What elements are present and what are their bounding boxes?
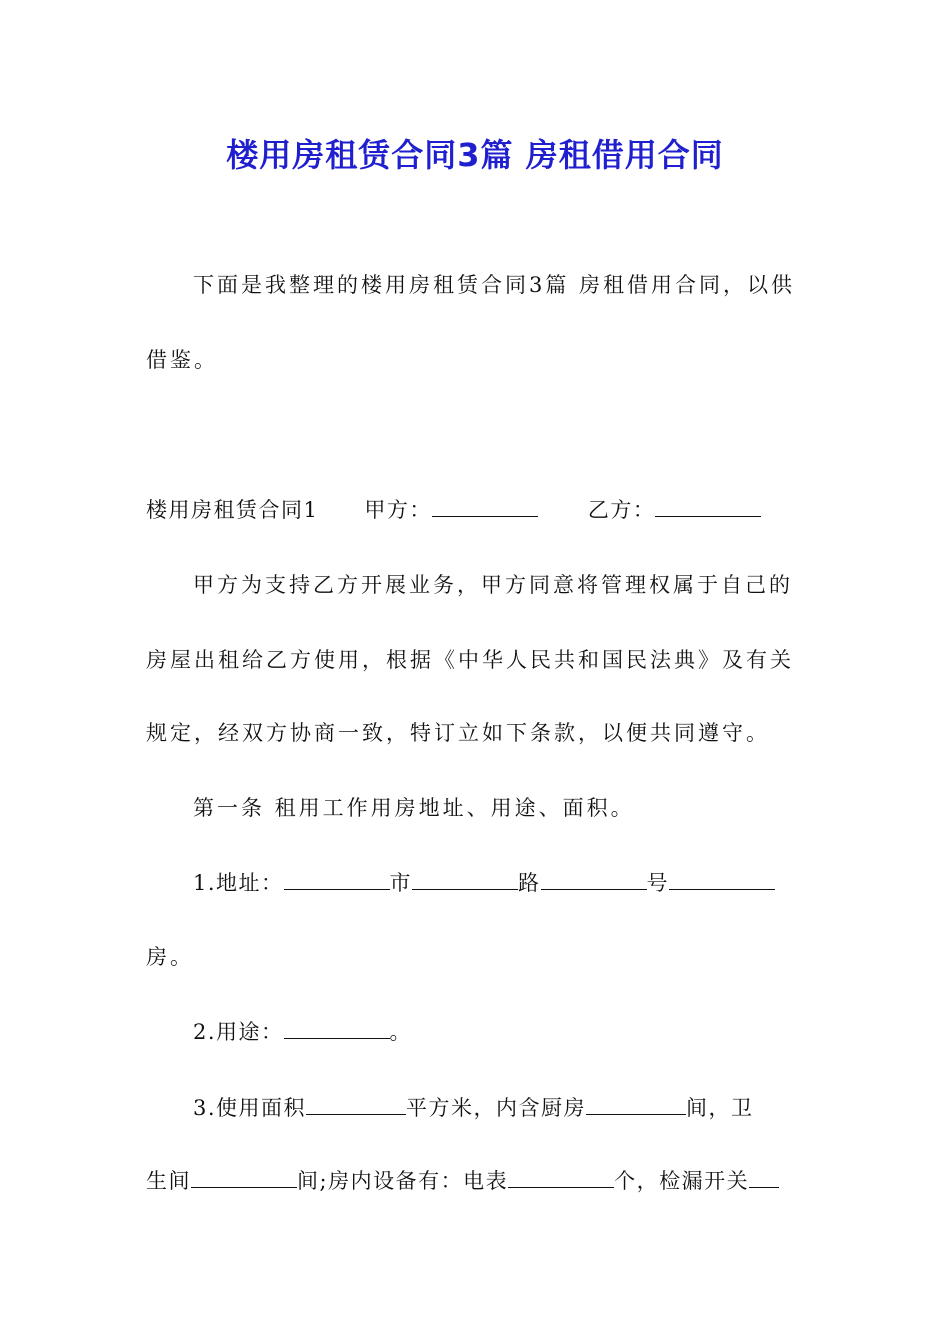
area-line2-start: 生间	[146, 1169, 191, 1193]
bathroom-blank	[191, 1167, 297, 1188]
para1-line-2: 房屋出租给乙方使用，根据《中华人民共和国民法典》及有关	[146, 648, 794, 672]
address-line	[193, 868, 813, 898]
address-road: 路	[518, 871, 541, 895]
area-sqm: 平方米，内含厨房	[406, 1096, 587, 1120]
document-title: 楼用房租赁合同3篇 房租借用合同	[226, 136, 724, 174]
area-room-unit: 间，卫	[686, 1096, 754, 1120]
address-city: 市	[389, 871, 413, 895]
party-b-blank	[655, 496, 761, 517]
intro-line-2: 借鉴。	[146, 348, 218, 372]
contract-heading-row	[146, 495, 816, 525]
address-blank-number	[541, 869, 647, 890]
area-meter-unit: 个，检漏开关	[614, 1169, 750, 1193]
contract-heading: 楼用房租赁合同1	[146, 498, 319, 522]
usage-end: 。	[389, 1020, 413, 1044]
area-line-2	[146, 1166, 816, 1196]
address-blank-road	[412, 869, 518, 890]
address-room: 房。	[146, 945, 194, 969]
area-line-1	[193, 1093, 813, 1123]
address-number: 号	[646, 871, 670, 895]
para1-line-3: 规定，经双方协商一致，特订立如下条款，以便共同遵守。	[146, 721, 770, 745]
intro-line-1: 下面是我整理的楼用房租赁合同3篇 房租借用合同，以供	[193, 273, 796, 297]
meter-blank	[508, 1167, 614, 1188]
address-blank-city	[284, 869, 390, 890]
party-b-label: 乙方：	[587, 498, 656, 522]
area-blank	[306, 1094, 406, 1115]
area-line2-room: 间;房内设备有：电表	[297, 1169, 509, 1193]
para1-line-1: 甲方为支持乙方开展业务，甲方同意将管理权属于自己的	[193, 573, 793, 597]
address-label: 1.地址：	[193, 871, 284, 895]
article-1-heading: 第一条 租用工作用房地址、用途、面积。	[193, 796, 635, 820]
usage-label: 2.用途：	[193, 1020, 284, 1044]
switch-blank	[749, 1167, 779, 1188]
party-a-blank	[432, 496, 538, 517]
usage-line	[193, 1017, 813, 1047]
address-blank-room	[669, 869, 775, 890]
party-a-label: 甲方：	[364, 498, 432, 522]
kitchen-blank	[586, 1094, 686, 1115]
area-label: 3.使用面积	[193, 1096, 307, 1120]
usage-blank	[284, 1018, 390, 1039]
